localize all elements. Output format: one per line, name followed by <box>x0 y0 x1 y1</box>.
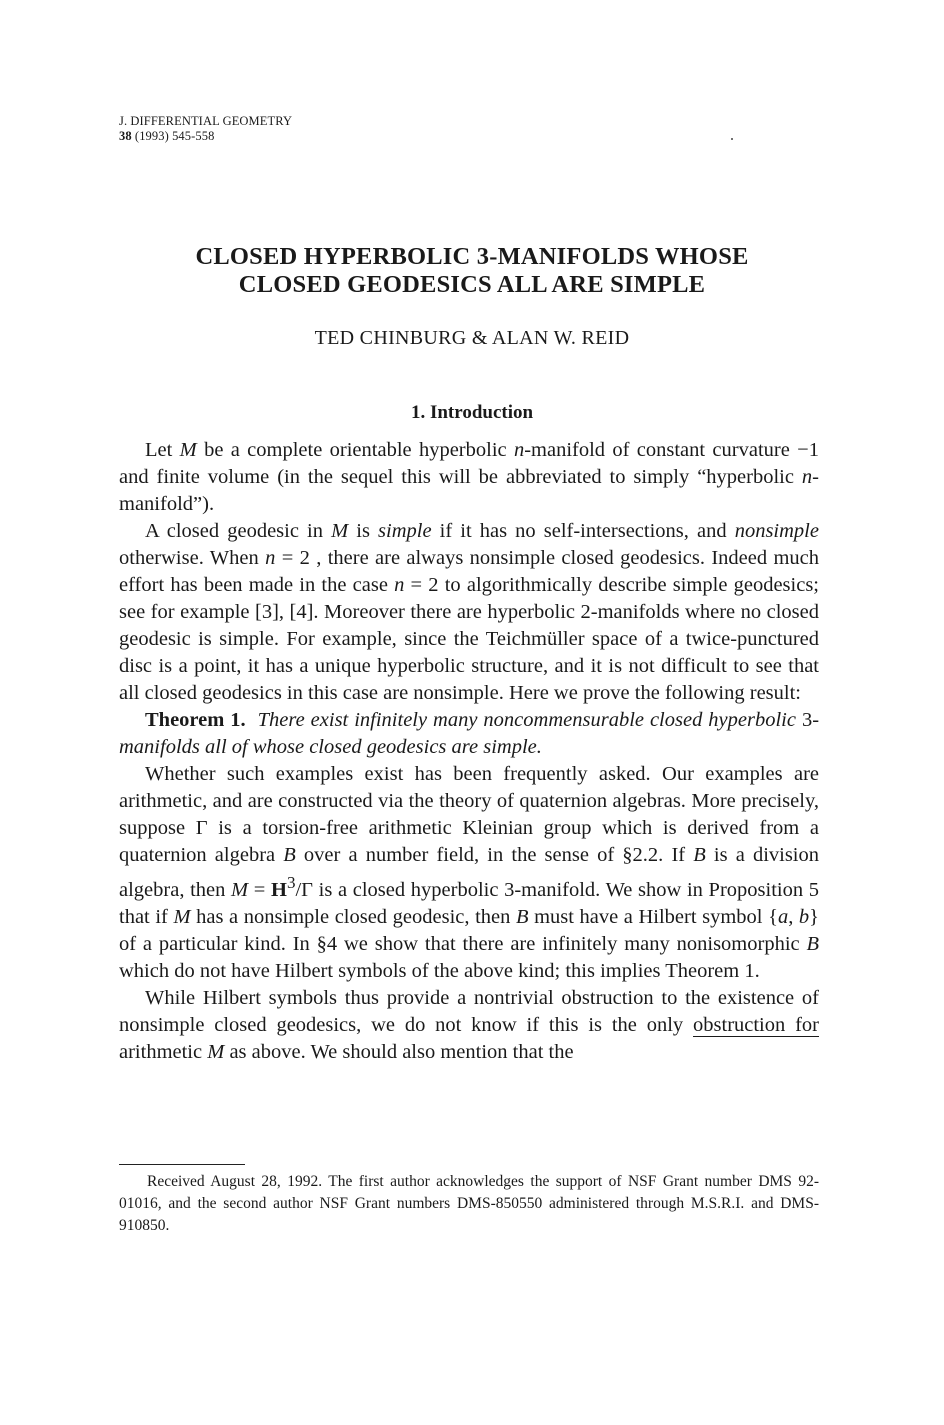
text-run: Let <box>145 439 180 461</box>
math-superscript: 3 <box>286 873 296 892</box>
math-var: B <box>806 932 819 955</box>
body-text <box>119 437 819 1066</box>
underlined-text: obstruction for <box>693 1013 819 1036</box>
math-var: M <box>179 439 197 461</box>
text-run: = <box>248 878 271 901</box>
emphasis: simple <box>378 520 432 542</box>
text-run: be a complete orientable hyperbolic <box>196 439 514 461</box>
math-var: b <box>798 905 810 928</box>
text-run: = 2 to algorithmically describe simple geodesics; see for example [3], [4]. Moreover there are hyperbolic 2-manifolds where no closed geodesic is simple. For example, since the Teichmüller space of a twice-punctured disc is a point, it has a unique hyperbolic structure, and it is not difficult to see that all closed geodesics in this case are nonsimple. Here we prove the following result: <box>119 574 820 704</box>
journal-citation <box>119 129 292 144</box>
text-run: must have a Hilbert symbol { <box>528 905 778 928</box>
journal-header <box>119 114 292 144</box>
text-run: is a division algebra, then <box>119 844 820 901</box>
math-var: n <box>801 466 813 488</box>
paragraph-1 <box>119 437 819 518</box>
footnote <box>119 1171 819 1237</box>
math-bold-h: H <box>270 878 287 901</box>
text-run: arithmetic <box>119 1040 208 1063</box>
math-var: B <box>693 844 706 866</box>
math-var: B <box>283 844 296 866</box>
journal-name: J. DIFFERENTIAL GEOMETRY <box>119 114 293 128</box>
text-run: -manifold of constant curvature −1 and finite volume (in the sequel this will be abbreviated to simply “hyperbolic <box>119 439 819 488</box>
footnote-divider <box>119 1164 245 1165</box>
theorem-label: Theorem 1. <box>145 709 246 731</box>
math-var: n <box>265 547 276 569</box>
text-run: While Hilbert symbols thus provide a nontrivial obstruction to the existence of nonsimple closed geodesics, we do not know if this is the only <box>119 986 819 1036</box>
math-var: B <box>515 905 529 928</box>
text-run: -manifold”). <box>119 466 819 515</box>
text-run: , <box>788 905 799 928</box>
theorem-text: -manifolds all of whose closed geodesics are simple. <box>119 709 820 758</box>
emphasis: nonsimple <box>734 520 819 542</box>
text-run: Whether such examples exist has been frequently asked. Our examples are arithmetic, and are constructed via the theory of quaternion algebras. More precisely, suppose Γ is a torsion-free arithmetic Kleinian group which is derived from a quaternion algebra <box>119 763 819 866</box>
scan-speck <box>731 138 733 140</box>
author-line: TED CHINBURG & ALAN W. REID <box>314 327 630 349</box>
text-run: over a number field, in the sense of §2.2. If <box>295 844 694 866</box>
journal-year-pages: (1993) 545-558 <box>131 129 215 143</box>
title-line-1: CLOSED HYPERBOLIC 3-MANIFOLDS WHOSE <box>195 243 749 270</box>
text-run: which do not have Hilbert symbols of the above kind; this implies Theorem 1. <box>119 959 760 982</box>
math-var: M <box>207 1040 225 1063</box>
title-line-2: CLOSED GEODESICS ALL ARE SIMPLE <box>238 271 706 298</box>
theorem-1 <box>119 707 819 761</box>
paragraph-2 <box>119 518 819 707</box>
journal-volume: 38 <box>119 129 132 143</box>
paragraph-4 <box>119 985 819 1066</box>
text-run: if it has no self-intersections, and <box>431 520 735 542</box>
math-var: n <box>513 439 525 461</box>
math-var: M <box>231 878 249 901</box>
paragraph-3 <box>119 761 819 985</box>
text-run: } of a particular kind. In §4 we show that there are infinitely many nonisomorphic <box>119 905 819 955</box>
text-run: has a nonsimple closed geodesic, then <box>190 905 516 928</box>
text-run: /Γ is a closed hyperbolic 3-manifold. We show in Proposition 5 that if <box>119 878 819 928</box>
text-run: = 2 , there are always nonsimple closed geodesics. Indeed much effort has been made in the case <box>119 547 819 596</box>
text-run: is <box>348 520 379 542</box>
text-run: otherwise. When <box>119 547 266 569</box>
section-heading: 1. Introduction <box>410 402 534 423</box>
text-run: as above. We should also mention that the <box>224 1040 574 1063</box>
text-run: A closed geodesic in <box>145 520 332 542</box>
theorem-text: There exist infinitely many noncommensurable closed hyperbolic <box>257 709 802 731</box>
paper-title <box>0 243 944 299</box>
footnote-text: Received August 28, 1992. The first author acknowledges the support of NSF Grant number DMS 92-01016, and the second author NSF Grant numbers DMS-850550 administered through M.S.R.I. and DMS-910850. <box>119 1173 819 1234</box>
math-var: M <box>331 520 349 542</box>
math-var: a <box>777 905 789 928</box>
theorem-number: 3 <box>801 709 813 731</box>
math-var: M <box>173 905 191 928</box>
math-var: n <box>394 574 405 596</box>
